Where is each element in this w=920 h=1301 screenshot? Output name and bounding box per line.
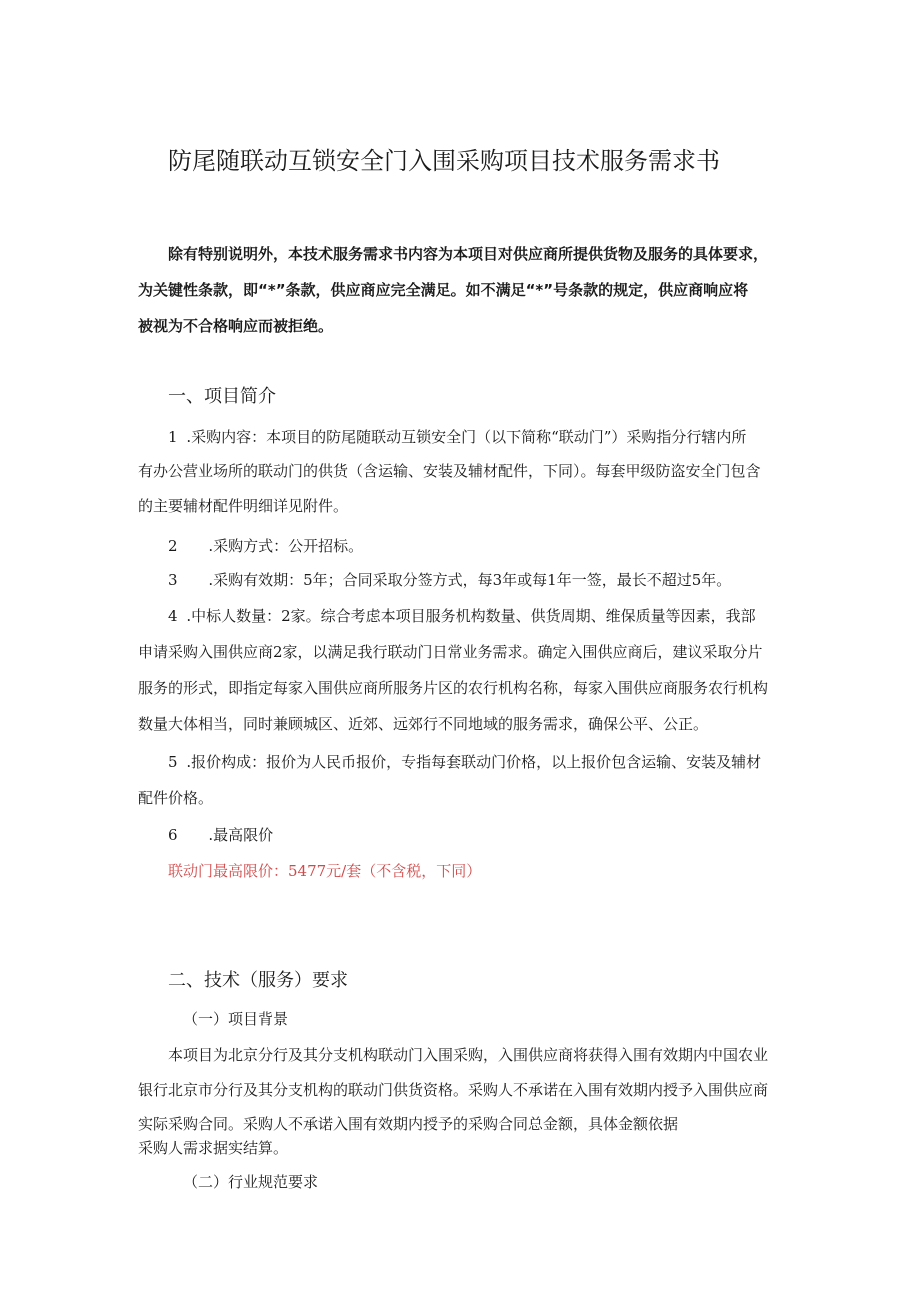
item-5-number: 5: [168, 753, 178, 771]
item-1-line-3: 的主要辅材配件明细详见附件。: [138, 497, 349, 515]
section-1-heading: 一、项目简介: [168, 386, 276, 407]
background-line-2: 银行北京市分行及其分支机构的联动门供货资格。采购人不承诺在入围有效期内授予入围供应商: [138, 1081, 769, 1099]
item-6-number: 6: [168, 826, 178, 844]
background-line-1: 本项目为北京分行及其分支机构联动门入围采购，入围供应商将获得入围有效期内中国农业: [168, 1046, 769, 1064]
intro-line-1: 除有特别说明外，本技术服务需求书内容为本项目对供应商所提供货物及服务的具体要求，: [168, 245, 769, 263]
item-2-line: [168, 536, 363, 556]
intro-line-2: 为关键性条款，即“*”条款，供应商应完全满足。如不满足“*”号条款的规定，供应商响应将: [138, 281, 749, 299]
item-4-number: 4: [168, 607, 178, 625]
item-4-text: .中标人数量：2家。综合考虑本项目服务机构数量、供货周期、维保质量等因素，我部: [186, 607, 756, 625]
item-2-number: 2: [168, 537, 178, 555]
item-5-line-2: 配件价格。: [138, 789, 214, 807]
item-5-line-1: [168, 752, 761, 772]
section-2-heading: 二、技术（服务）要求: [168, 970, 348, 991]
item-6-text: .最高限价: [208, 826, 274, 844]
document-title: 防尾随联动互锁安全门入围采购项目技术服务需求书: [168, 147, 720, 175]
item-1-number: 1: [168, 428, 178, 446]
item-4-line-2: 申请采购入围供应商2家，以满足我行联动门日常业务需求。确定入围供应商后，建议采取分片: [138, 643, 763, 661]
item-6-line: [168, 825, 273, 845]
sub-heading-background: （一）项目背景: [183, 1010, 289, 1028]
item-1-line-1: [168, 427, 746, 447]
item-1-text: .采购内容：本项目的防尾随联动互锁安全门（以下简称“联动门”）采购指分行辖内所: [186, 428, 747, 446]
item-3-line: [168, 570, 731, 590]
max-price-note: 联动门最高限价：5477元/套（不含税，下同）: [168, 862, 482, 880]
item-4-line-3: 服务的形式，即指定每家入围供应商所服务片区的农行机构名称，每家入围供应商服务农行机构: [138, 679, 769, 697]
background-line-4: 采购人需求据实结算。: [138, 1139, 289, 1157]
background-line-3: 实际采购合同。采购人不承诺入围有效期内授予的采购合同总金额，具体金额依据: [138, 1115, 679, 1133]
item-5-text: .报价构成：报价为人民币报价，专指每套联动门价格，以上报价包含运输、安装及辅材: [186, 753, 762, 771]
item-3-text: .采购有效期：5年；合同采取分签方式，每3年或每1年一签，最长不超过5年。: [208, 571, 732, 589]
item-4-line-1: [168, 606, 756, 626]
intro-line-3: 被视为不合格响应而被拒绝。: [138, 317, 334, 335]
item-2-text: .采购方式：公开招标。: [208, 537, 364, 555]
item-4-line-4: 数量大体相当，同时兼顾城区、近郊、远郊行不同地域的服务需求，确保公平、公正。: [138, 715, 709, 733]
item-3-number: 3: [168, 571, 178, 589]
sub-heading-industry-standards: （二）行业规范要求: [183, 1173, 319, 1191]
item-1-line-2: 有办公营业场所的联动门的供货（含运输、安装及辅材配件，下同）。每套甲级防盗安全门包含: [138, 462, 761, 480]
